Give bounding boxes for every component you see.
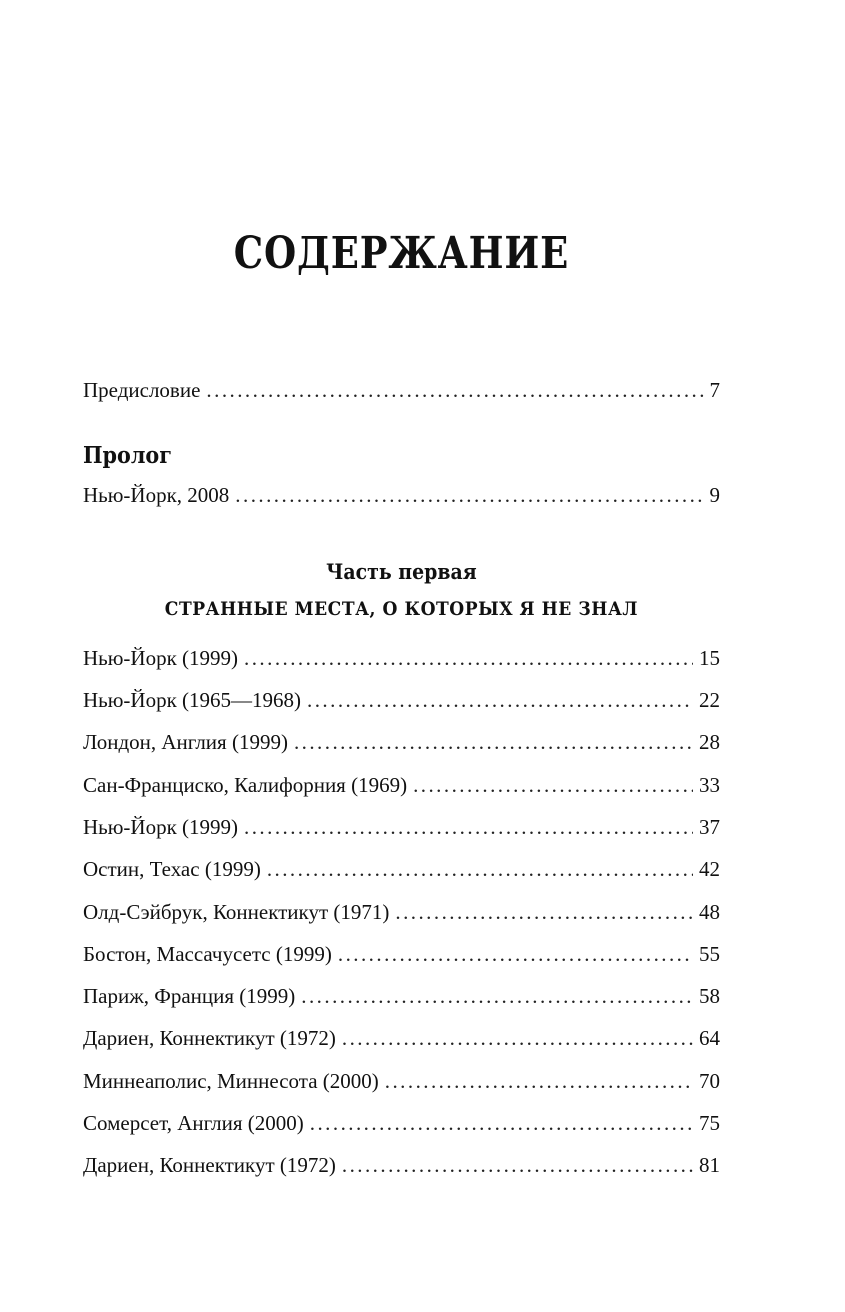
dot-leader — [301, 982, 693, 1010]
dot-leader — [244, 813, 693, 841]
toc-entry[interactable] — [83, 644, 720, 672]
toc-entry-title: Олд-Сэйбрук, Коннектикут (1971) — [83, 900, 390, 924]
toc-entry-title: Сомерсет, Англия (2000) — [83, 1111, 304, 1135]
toc-entry-title: Лондон, Англия (1999) — [83, 730, 288, 754]
dot-leader — [244, 644, 693, 672]
toc-entry[interactable] — [83, 481, 720, 509]
toc-entry-page: 7 — [709, 378, 720, 402]
toc-entry-page: 9 — [709, 483, 720, 507]
dot-leader — [310, 1109, 693, 1137]
toc-entry-page: 37 — [699, 815, 720, 839]
toc-entry[interactable] — [83, 982, 720, 1010]
toc-entry[interactable] — [83, 1024, 720, 1052]
toc-entry[interactable] — [83, 1109, 720, 1137]
toc-entry[interactable] — [83, 686, 720, 714]
dot-leader — [307, 686, 693, 714]
toc-entry[interactable] — [83, 1151, 720, 1179]
toc-entry-page: 48 — [699, 900, 720, 924]
toc-entry[interactable] — [83, 898, 720, 926]
toc-entry[interactable] — [83, 813, 720, 841]
toc-entry[interactable] — [83, 728, 720, 756]
page-title: СОДЕРЖАНИЕ — [233, 228, 570, 279]
prologue-heading: Пролог — [83, 442, 172, 469]
toc-entry-page: 64 — [699, 1026, 720, 1050]
toc-entry[interactable] — [83, 1067, 720, 1095]
toc-entry-title: Сан-Франциско, Калифорния (1969) — [83, 773, 408, 797]
toc-entry-page: 28 — [699, 730, 720, 754]
toc-entry-title: Дариен, Коннектикут (1972) — [83, 1026, 336, 1050]
toc-entry[interactable] — [83, 771, 720, 799]
toc-entry-title: Дариен, Коннектикут (1972) — [83, 1153, 336, 1177]
toc-entry-page: 81 — [699, 1153, 720, 1177]
toc-entry-page: 15 — [699, 646, 720, 670]
dot-leader — [338, 940, 693, 968]
dot-leader — [267, 855, 693, 883]
toc-entry-title: Предисловие — [83, 378, 201, 402]
toc-entry-page: 42 — [699, 857, 720, 881]
toc-entry-title: Миннеаполис, Миннесота (2000) — [83, 1069, 379, 1093]
dot-leader — [395, 898, 693, 926]
toc-entry-title: Париж, Франция (1999) — [83, 984, 296, 1008]
toc-entry[interactable] — [83, 940, 720, 968]
dot-leader — [413, 771, 693, 799]
toc-entry-page: 55 — [699, 942, 720, 966]
toc-entry-page: 75 — [699, 1111, 720, 1135]
dot-leader — [342, 1024, 693, 1052]
toc-entry-title: Нью-Йорк, 2008 — [83, 483, 230, 507]
toc-entry-title: Нью-Йорк (1965—1968) — [83, 688, 302, 712]
toc-entry-preface[interactable] — [83, 376, 720, 404]
toc-entry-title: Нью-Йорк (1999) — [83, 646, 239, 670]
dot-leader — [342, 1151, 693, 1179]
dot-leader — [385, 1067, 693, 1095]
dot-leader — [206, 376, 703, 404]
toc-entry-title: Нью-Йорк (1999) — [83, 815, 239, 839]
toc-entry-page: 58 — [699, 984, 720, 1008]
part-title: СТРАННЫЕ МЕСТА, О КОТОРЫХ Я НЕ ЗНАЛ — [164, 598, 639, 620]
toc-entry-page: 70 — [699, 1069, 720, 1093]
dot-leader — [294, 728, 693, 756]
toc-entry-title: Остин, Техас (1999) — [83, 857, 261, 881]
toc-entry-title: Бостон, Массачусетс (1999) — [83, 942, 332, 966]
toc-entry[interactable] — [83, 855, 720, 883]
dot-leader — [235, 481, 703, 509]
toc-entry-page: 33 — [699, 773, 720, 797]
toc-entry-page: 22 — [699, 688, 720, 712]
part-label: Часть первая — [326, 559, 477, 584]
